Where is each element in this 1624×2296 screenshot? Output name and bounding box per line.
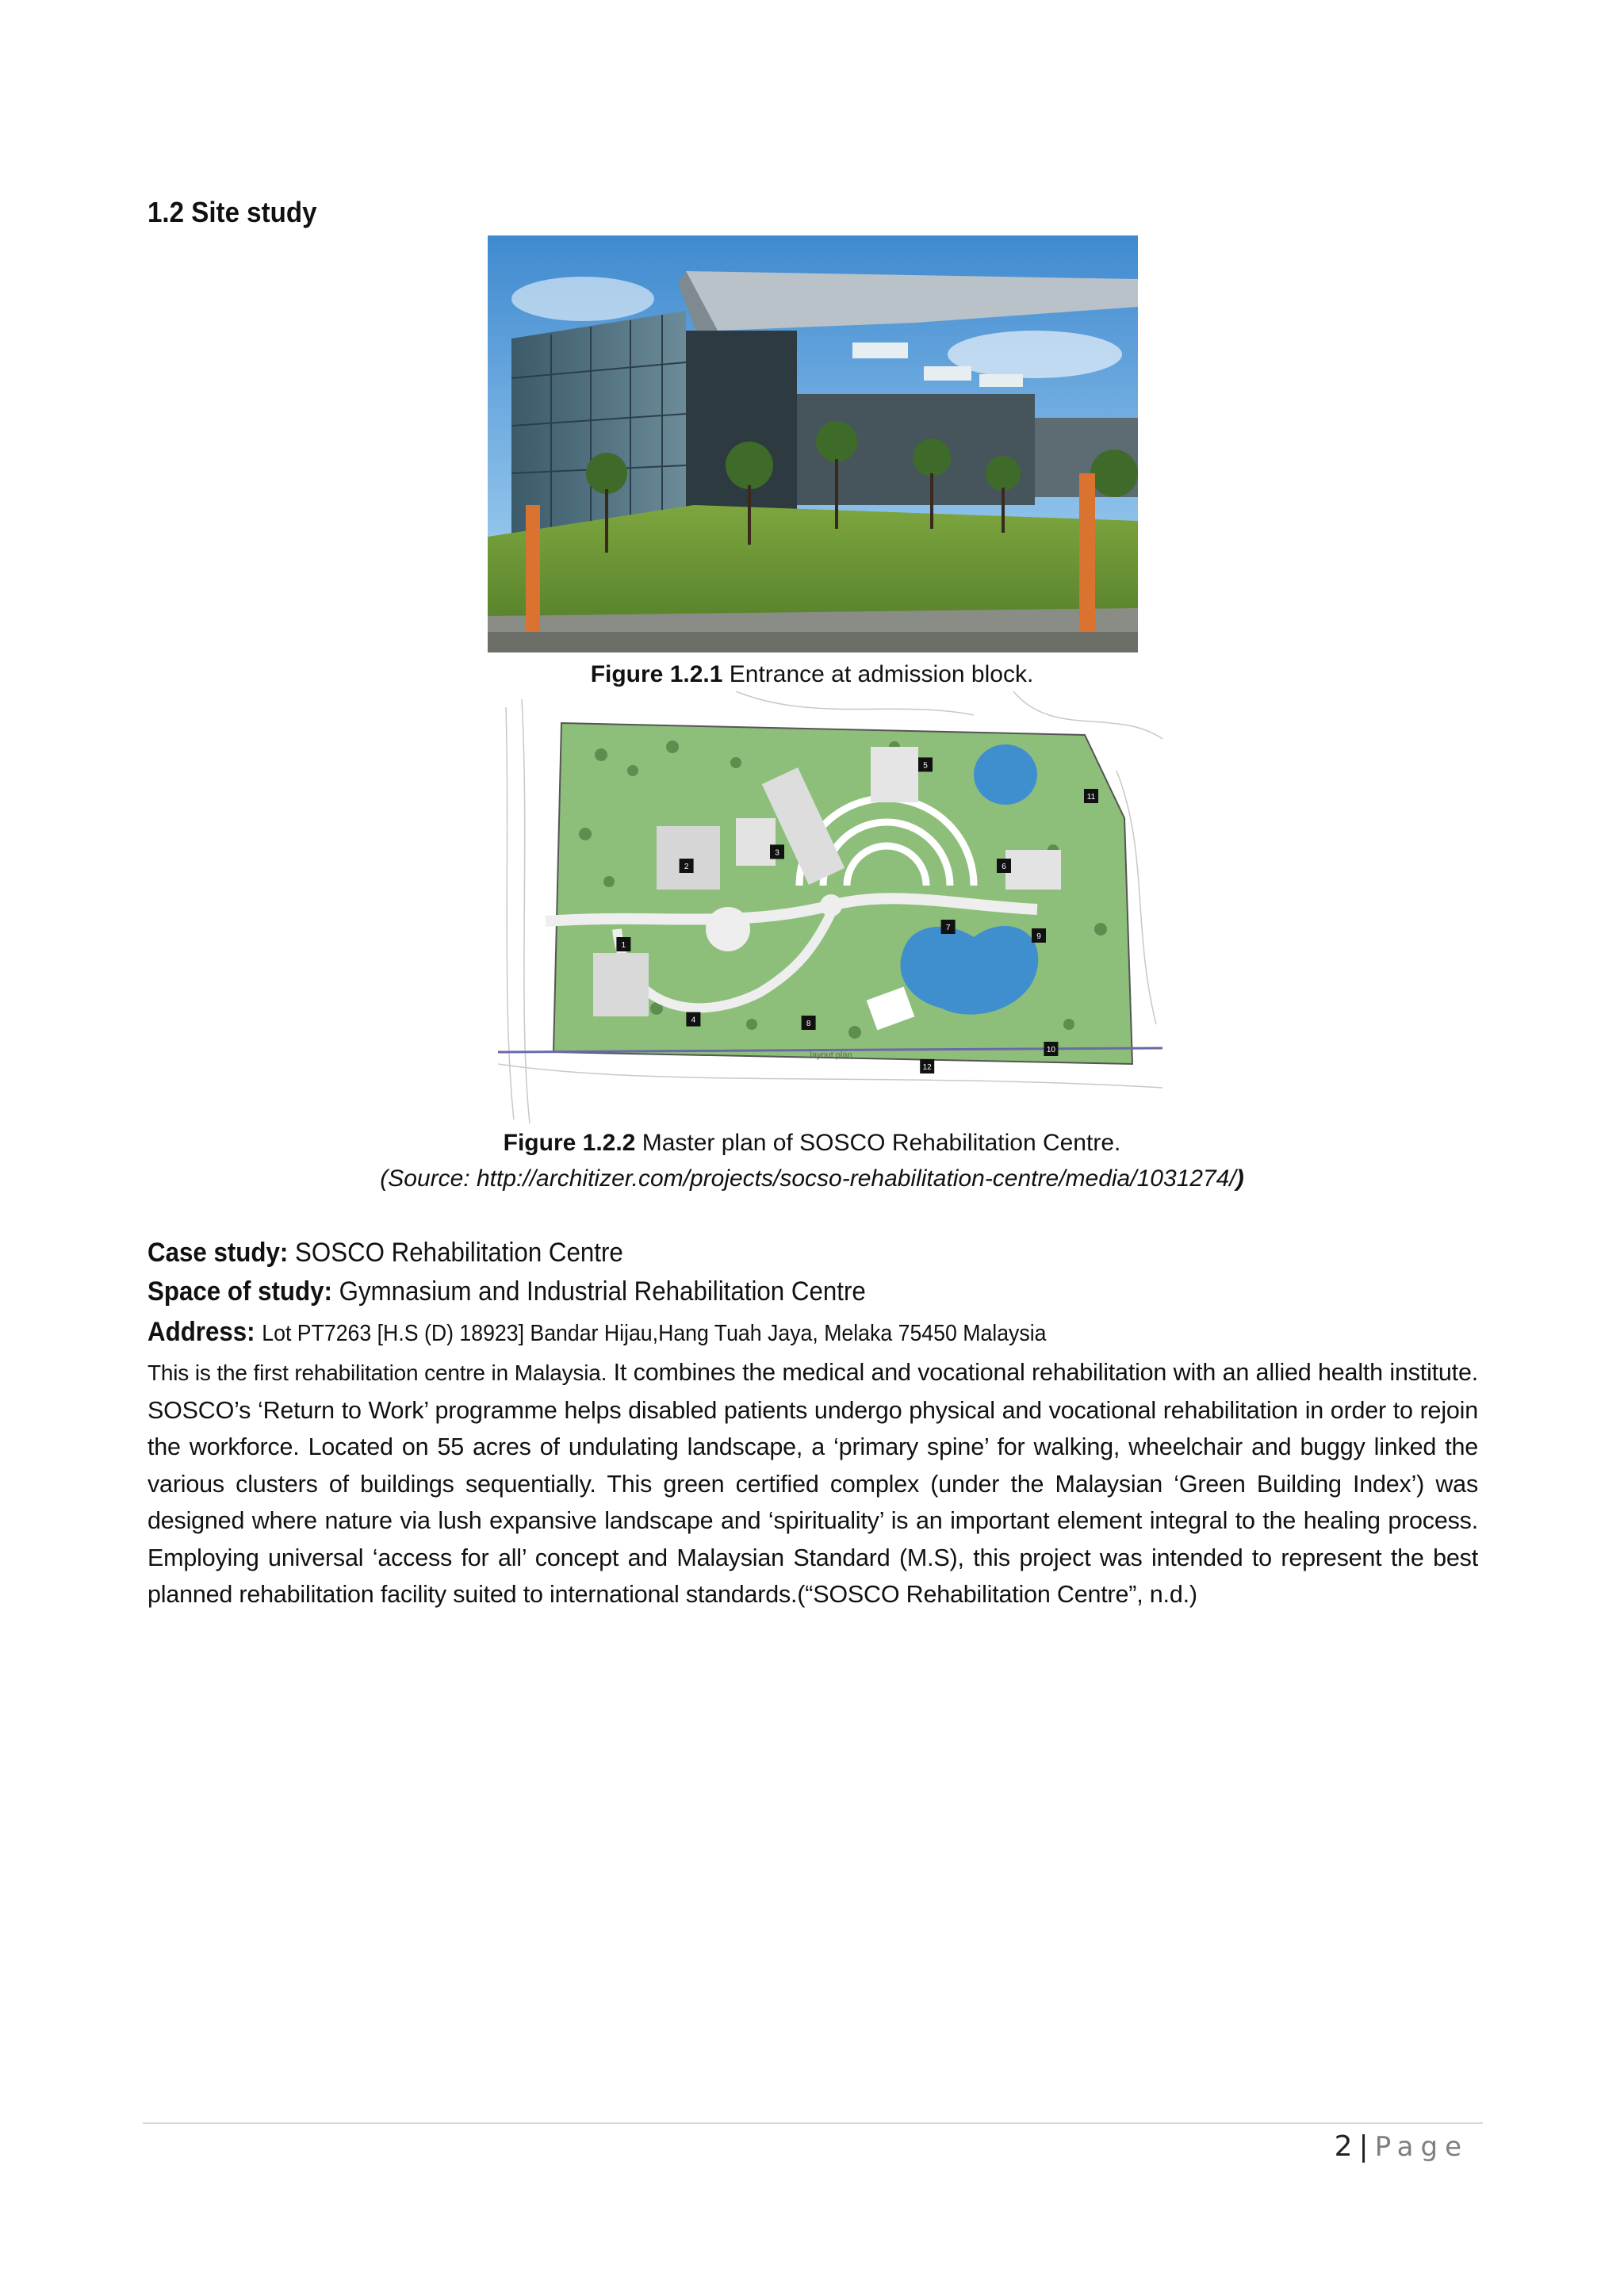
plan-label: layout plan: [810, 1050, 852, 1060]
plan-marker-label: 8: [806, 1020, 811, 1028]
figure-1-label: Figure 1.2.1: [590, 661, 723, 687]
page-word: Page: [1374, 2131, 1469, 2163]
entrance-photo: [488, 235, 1138, 652]
figure-1-caption: [0, 660, 1624, 690]
body-text: It combines the medical and vocational rehabilitation with an allied health institute. SOSCO’s ‘Return to Work’ programme helps disabled patients undergo physical and vocational rehabilitation in order to rejoin the workforce. Located on 55 acres of undulating landscape, a ‘primary spine’ for walking, wheelchair and buggy linked the various clusters of buildings sequentially. This green certified complex (under the Malaysian ‘Green Building Index’) was designed where nature via lush expansive landscape and ‘spirituality’ is an important element integral to the healing process. Employing universal ‘access for all’ concept and Malaysian Standard (M.S), this project was intended to represent the best planned rehabilitation facility suited to international standards.(“SOSCO Rehabilitation Centre”, n.d.): [147, 1359, 1478, 1608]
case-study-line: [147, 1235, 623, 1270]
figure-2-source-text: (Source: http://architizer.com/projects/socso-rehabilitation-centre/media/1031274/: [380, 1165, 1236, 1192]
body-lead: This is the first rehabilitation centre in Malaysia.: [147, 1360, 607, 1385]
body-paragraph: [147, 1354, 1478, 1613]
plan-marker-label: 6: [1002, 863, 1006, 871]
page-number-value: 2: [1334, 2130, 1353, 2163]
plan-marker-label: 2: [684, 863, 689, 871]
plan-marker-label: 7: [945, 924, 951, 932]
figure-2-caption-text: Master plan of SOSCO Rehabilitation Centre.: [642, 1130, 1121, 1156]
entrance-photo-illustration: [488, 235, 1138, 652]
space-of-study-label: Space of study:: [147, 1276, 332, 1307]
address-line: [147, 1314, 1046, 1351]
plan-marker-label: 5: [923, 761, 928, 771]
figure-1-caption-text: Entrance at admission block.: [729, 661, 1034, 687]
plan-marker-label: 11: [1086, 793, 1096, 802]
section-heading: 1.2 Site study: [147, 196, 317, 228]
plan-marker-label: 9: [1036, 932, 1041, 941]
master-plan-illustration: [498, 691, 1162, 1123]
space-of-study-value: Gymnasium and Industrial Rehabilitation Centre: [339, 1276, 866, 1307]
plan-marker-label: 12: [922, 1063, 932, 1072]
footer-divider: [143, 2122, 1483, 2124]
case-study-value: SOSCO Rehabilitation Centre: [295, 1238, 623, 1268]
plan-marker-label: 10: [1046, 1046, 1055, 1054]
plan-marker-label: 3: [775, 848, 779, 858]
address-label: Address:: [147, 1317, 255, 1347]
space-of-study-line: [147, 1274, 866, 1309]
figure-2-caption: [0, 1128, 1624, 1158]
page-number-separator: |: [1358, 2130, 1369, 2163]
page-number: [1335, 2130, 1469, 2164]
case-study-label: Case study:: [147, 1238, 289, 1268]
figure-2-source: [0, 1164, 1624, 1194]
plan-marker-label: 4: [691, 1016, 696, 1025]
master-plan-image: [498, 691, 1162, 1123]
figure-2-source-close: ): [1235, 1165, 1244, 1192]
address-value: Lot PT7263 [H.S (D) 18923] Bandar Hijau,Hang Tuah Jaya, Melaka 75450 Malaysia: [262, 1321, 1047, 1346]
plan-marker-label: 1: [621, 941, 626, 950]
figure-2-label: Figure 1.2.2: [503, 1130, 636, 1156]
